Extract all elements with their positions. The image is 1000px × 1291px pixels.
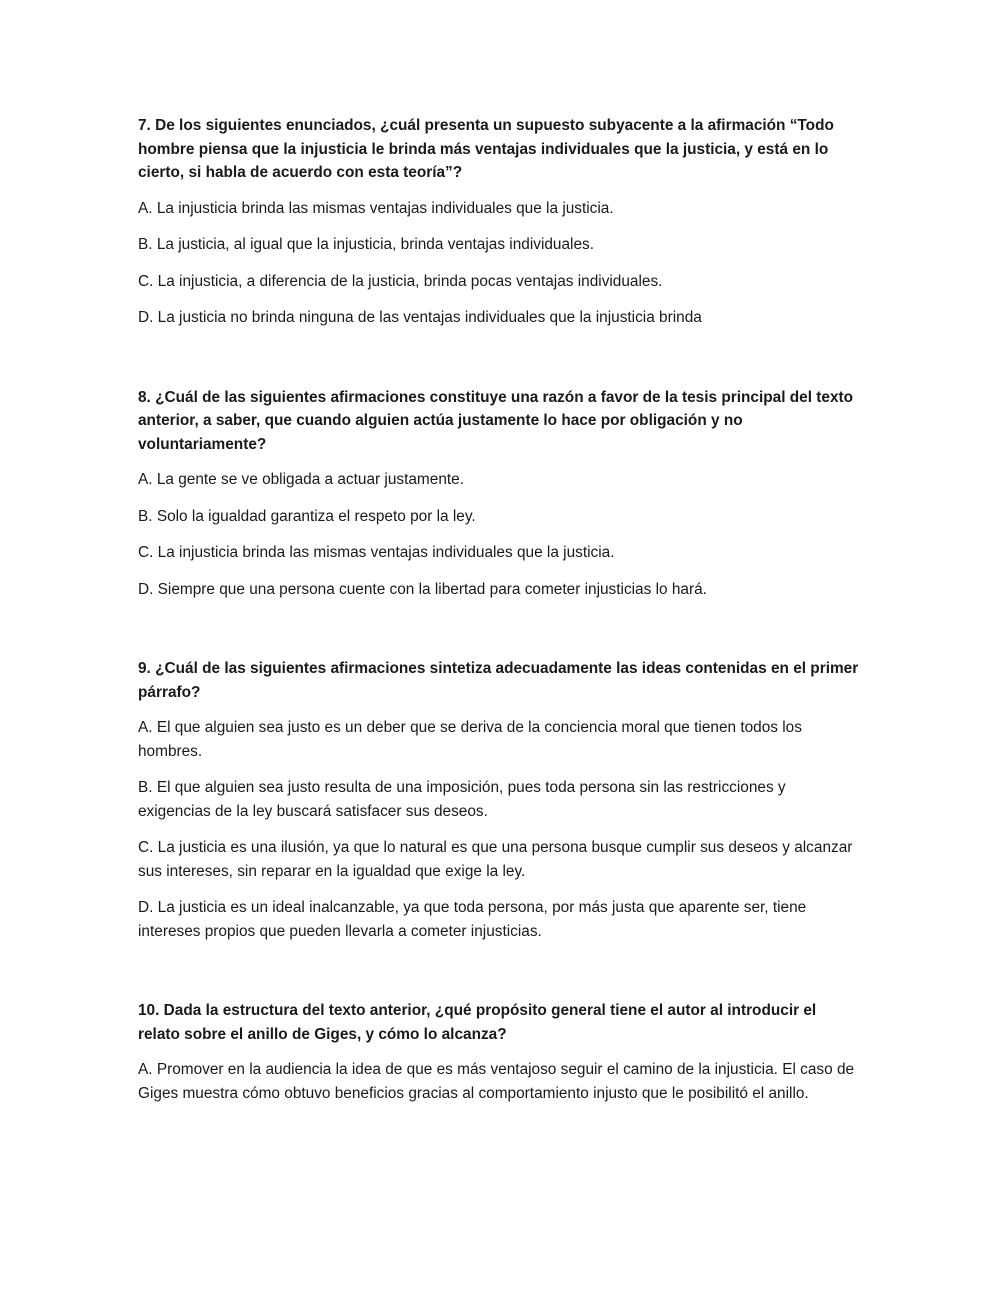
question-9-option-b: B. El que alguien sea justo resulta de una imposición, pues toda persona sin las restricciones y exigencias de la ley buscará satisfacer sus deseos. — [138, 779, 786, 820]
question-9-stem: 9. ¿Cuál de las siguientes afirmaciones sintetiza adecuadamente las ideas contenidas en el primer párrafo? — [138, 660, 859, 701]
question-7 — [138, 114, 860, 330]
question-10 — [138, 999, 860, 1105]
question-7-option-b: B. La justicia, al igual que la injusticia, brinda ventajas individuales. — [138, 236, 595, 253]
question-10-option-a: A. Promover en la audiencia la idea de que es más ventajoso seguir el camino de la injusticia. El caso de Giges muestra cómo obtuvo beneficios gracias al comportamiento injusto que le posibilitó el anillo. — [138, 1061, 855, 1102]
question-8-option-c: C. La injusticia brinda las mismas ventajas individuales que la justicia. — [138, 544, 615, 561]
question-9-option-d: D. La justicia es un ideal inalcanzable, ya que toda persona, por más justa que aparente ser, tiene intereses propios que pueden llevarla a cometer injusticias. — [138, 899, 807, 940]
question-7-option-c: C. La injusticia, a diferencia de la justicia, brinda pocas ventajas individuales. — [138, 272, 663, 290]
document-page — [138, 114, 860, 1105]
question-9-option-c: C. La justicia es una ilusión, ya que lo natural es que una persona busque cumplir sus deseos y alcanzar sus intereses, sin reparar en la igualdad que exige la ley. — [138, 839, 853, 880]
question-8-option-a: A. La gente se ve obligada a actuar justamente. — [138, 471, 464, 488]
question-9 — [138, 657, 860, 943]
question-8-option-d: D. Siempre que una persona cuente con la libertad para cometer injusticias lo hará. — [138, 580, 707, 598]
question-10-stem: 10. Dada la estructura del texto anterior, ¿qué propósito general tiene el autor al introducir el relato sobre el anillo de Giges, y cómo lo alcanza? — [138, 1002, 817, 1043]
question-8-stem: 8. ¿Cuál de las siguientes afirmaciones constituye una razón a favor de la tesis principal del texto anterior, a saber, que cuando alguien actúa justamente lo hace por obligación y no voluntariamente? — [138, 388, 854, 453]
question-7-option-d: D. La justicia no brinda ninguna de las ventajas individuales que la injusticia brinda — [138, 309, 702, 326]
question-9-option-a: A. El que alguien sea justo es un deber que se deriva de la conciencia moral que tienen todos los hombres. — [138, 719, 802, 760]
question-7-option-a: A. La injusticia brinda las mismas ventajas individuales que la justicia. — [138, 199, 614, 217]
question-8-option-b: B. Solo la igualdad garantiza el respeto por la ley. — [138, 507, 476, 525]
question-8 — [138, 386, 860, 602]
question-7-stem: 7. De los siguientes enunciados, ¿cuál presenta un supuesto subyacente a la afirmación “Todo hombre piensa que la injusticia le brinda más ventajas individuales que la justicia, y está en lo cierto, si habla de acuerdo con esta teoría”? — [138, 117, 834, 181]
